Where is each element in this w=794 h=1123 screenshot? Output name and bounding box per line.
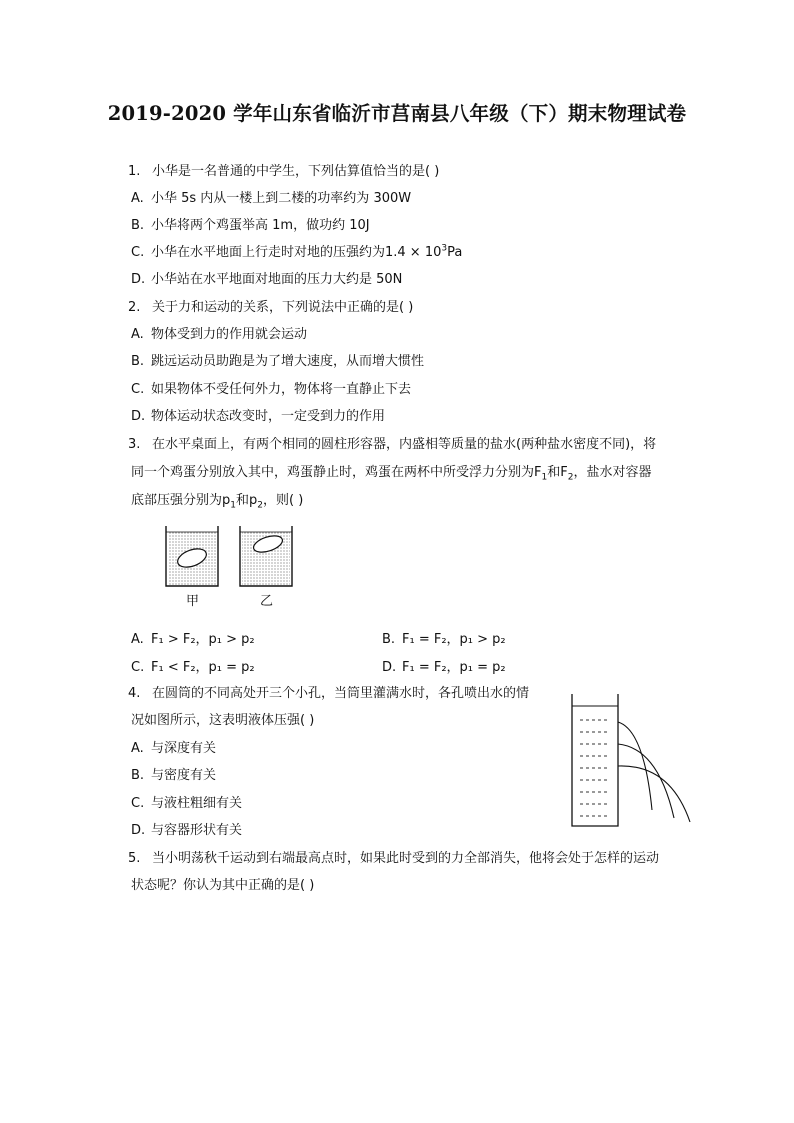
option-text: 物体受到力的作用就会运动: [151, 327, 308, 342]
q1-option-d: [131, 271, 402, 289]
question-text: 况如图所示，这表明液体压强( ): [131, 713, 315, 728]
option-letter: B.: [382, 632, 396, 647]
subscript: 2: [567, 472, 574, 483]
option-text: 如果物体不受任何外力，物体将一直静止下去: [151, 382, 412, 397]
option-letter: D.: [131, 823, 146, 838]
q4-option-a: [131, 740, 216, 758]
option-letter: C.: [131, 245, 145, 260]
option-letter: B.: [131, 218, 145, 233]
option-unit: Pa: [447, 245, 463, 260]
question-text: 在水平桌面上，有两个相同的圆柱形容器，内盛相等质量的盐水(两种盐水密度不同)，将: [152, 437, 657, 452]
question-3-stem-line3: [131, 492, 303, 510]
cylinder: [572, 694, 618, 826]
question-4-stem-line1: [128, 685, 529, 703]
question-number: 4.: [128, 686, 141, 701]
question-5-stem-line2: [131, 877, 314, 895]
question-text: ，盐水对容器: [573, 465, 652, 480]
option-letter: A.: [131, 741, 144, 756]
question-5-stem-line1: [128, 850, 659, 868]
question-text: 和F: [547, 465, 568, 480]
water-jets: [618, 722, 690, 822]
q3-option-a: [131, 631, 255, 649]
beaker-right: [240, 526, 292, 586]
option-letter: C.: [131, 382, 145, 397]
question-text: 同一个鸡蛋分别放入其中，鸡蛋静止时，鸡蛋在两杯中所受浮力分别为F: [131, 465, 542, 480]
option-letter: A.: [131, 327, 144, 342]
question-text: 小华是一名普通的中学生，下列估算值恰当的是( ): [152, 164, 440, 179]
beakers-figure: [160, 520, 300, 610]
option-text: 小华在水平地面上行走时对地的压强约为1.4 × 10: [151, 245, 442, 260]
q2-option-a: [131, 326, 307, 344]
q3-option-d: [382, 659, 506, 677]
option-text: 小华站在水平地面对地面的压力大约是 50N: [151, 272, 403, 287]
option-letter: D.: [382, 660, 397, 675]
subscript: 1: [230, 500, 236, 511]
option-letter: C.: [131, 796, 145, 811]
question-number: 5.: [128, 851, 141, 866]
subscript: 1: [541, 472, 548, 483]
option-text: 与容器形状有关: [151, 823, 243, 838]
q4-option-b: [131, 767, 216, 785]
question-text: 当小明荡秋千运动到右端最高点时，如果此时受到的力全部消失，他将会处于怎样的运动: [152, 851, 660, 866]
q1-option-a: [131, 190, 411, 208]
question-3-stem-line2: [131, 464, 651, 482]
exam-title: 2019-2020 学年山东省临沂市莒南县八年级（下）期末物理试卷: [107, 102, 687, 125]
q2-option-c: [131, 381, 411, 399]
question-text: 状态呢？你认为其中正确的是( ): [131, 878, 315, 893]
question-number: 3.: [128, 437, 141, 452]
subscript: 2: [257, 500, 263, 511]
option-text: 与深度有关: [151, 741, 217, 756]
question-text: 底部压强分别为p: [131, 493, 231, 508]
question-text: 在圆筒的不同高处开三个小孔，当筒里灌满水时，各孔喷出水的情: [152, 686, 530, 701]
q2-option-d: [131, 408, 385, 426]
q2-option-b: [131, 353, 424, 371]
q4-option-d: [131, 822, 242, 840]
option-text: F₁ = F₂，p₁ = p₂: [402, 660, 506, 675]
option-text: 物体运动状态改变时，一定受到力的作用: [151, 409, 386, 424]
option-text: 小华 5s 内从一楼上到二楼的功率约为 300W: [151, 191, 412, 206]
question-4-stem-line2: [131, 712, 314, 730]
question-number: 1.: [128, 164, 141, 179]
option-letter: B.: [131, 354, 145, 369]
option-letter: A.: [131, 191, 144, 206]
option-text: 与液柱粗细有关: [151, 796, 243, 811]
question-2-stem: [128, 299, 413, 317]
superscript: 3: [441, 243, 448, 254]
question-3-stem-line1: [128, 436, 656, 454]
question-number: 2.: [128, 300, 141, 315]
beaker-left: [166, 526, 218, 586]
question-text: ，则( ): [263, 493, 304, 508]
option-letter: D.: [131, 409, 146, 424]
q1-option-c: [131, 244, 462, 262]
option-text: F₁ > F₂，p₁ > p₂: [151, 632, 255, 647]
q3-option-b: [382, 631, 506, 649]
question-text: 和p: [236, 493, 258, 508]
option-text: 跳远运动员助跑是为了增大速度，从而增大惯性: [151, 354, 425, 369]
q4-option-c: [131, 795, 242, 813]
option-text: F₁ = F₂，p₁ > p₂: [402, 632, 506, 647]
option-text: F₁ < F₂，p₁ = p₂: [151, 660, 255, 675]
option-letter: A.: [131, 632, 144, 647]
question-1-stem: [128, 163, 439, 181]
option-letter: C.: [131, 660, 145, 675]
jet-bottom: [618, 766, 690, 822]
q3-option-c: [131, 659, 255, 677]
jet-middle: [618, 744, 674, 818]
q1-option-b: [131, 217, 370, 235]
option-text: 小华将两个鸡蛋举高 1m，做功约 10J: [151, 218, 370, 233]
figure-label-right: 乙: [260, 594, 274, 609]
cylinder-jets-figure: [566, 690, 696, 830]
figure-label-left: 甲: [186, 594, 200, 609]
option-letter: D.: [131, 272, 146, 287]
option-text: 与密度有关: [151, 768, 217, 783]
question-text: 关于力和运动的关系，下列说法中正确的是( ): [152, 300, 414, 315]
option-letter: B.: [131, 768, 145, 783]
